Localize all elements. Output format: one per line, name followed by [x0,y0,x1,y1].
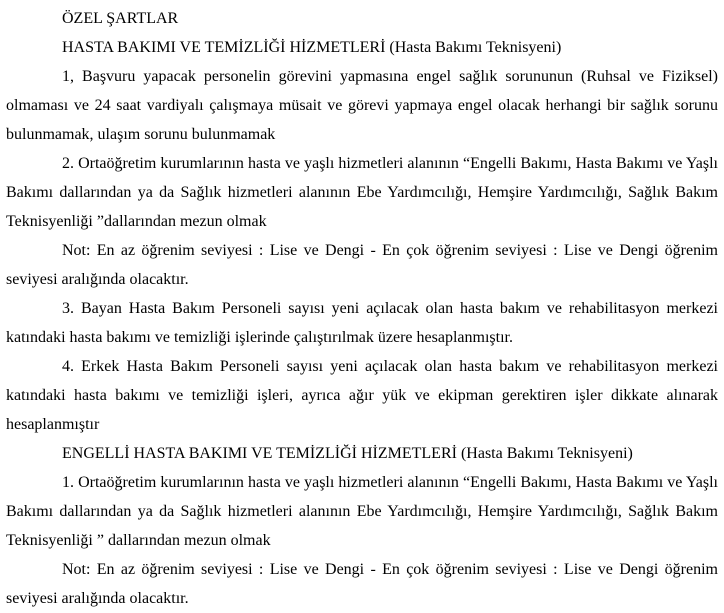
document-body [6,4,718,613]
section-title-hasta-bakimi: HASTA BAKIMI VE TEMİZLİĞİ HİZMETLERİ (Hasta Bakımı Teknisyeni) [62,39,562,56]
paragraph-note: Not: En az öğrenim seviyesi : Lise ve Dengi - En çok öğrenim seviyesi : Lise ve Dengi öğrenim seviyesi aralığında olacaktır. [6,242,718,288]
paragraph-item-2: 2. Ortaöğretim kurumlarının hasta ve yaşlı hizmetleri alanının “Engelli Bakımı, Hasta Bakımı ve Yaşlı Bakımı dallarından ya da Sağlık hizmetleri alanının Ebe Yardımcılığı, Hemşire Yardımcılığı, Sağlık Bakım Teknisyenliği ”dallarından mezun olmak [6,155,718,230]
paragraph-item-3: 3. Bayan Hasta Bakım Personeli sayısı yeni açılacak olan hasta bakım ve rehabilitasyon merkezi katındaki hasta bakımı ve temizliği işlerinde çalıştırılmak üzere hesaplanmıştır. [6,300,718,346]
section-title-engelli-hasta-bakimi: ENGELLİ HASTA BAKIMI VE TEMİZLİĞİ HİZMETLERİ (Hasta Bakımı Teknisyeni) [62,445,633,462]
paragraph-engelli-item-1: 1. Ortaöğretim kurumlarının hasta ve yaşlı hizmetleri alanının “Engelli Bakımı, Hasta Bakımı ve Yaşlı Bakımı dallarından ya da Sağlık hizmetleri alanının Ebe Yardımcılığı, Hemşire Yardımcılığı, Sağlık Bakım Teknisyenliği ” dallarından mezun olmak [6,474,718,549]
document-heading: ÖZEL ŞARTLAR [62,10,179,27]
paragraph-item-1: 1, Başvuru yapacak personelin görevini yapmasına engel sağlık sorununun (Ruhsal ve Fiziksel) olmaması ve 24 saat vardiyalı çalışmaya müsait ve görevi yapmaya engel olacak herhangi bir sağlık sorunu bulunmamak, ulaşım sorunu bulunmamak [6,68,718,143]
paragraph-item-4: 4. Erkek Hasta Bakım Personeli sayısı yeni açılacak olan hasta bakım ve rehabilitasyon merkezi katındaki hasta bakımı ve temizliği işleri, ayrıca ağır yük ve ekipman gerektiren işler dikkate alınarak hesaplanmıştır [6,358,718,433]
paragraph-engelli-note: Not: En az öğrenim seviyesi : Lise ve Dengi - En çok öğrenim seviyesi : Lise ve Dengi öğrenim seviyesi aralığında olacaktır. [6,561,718,607]
